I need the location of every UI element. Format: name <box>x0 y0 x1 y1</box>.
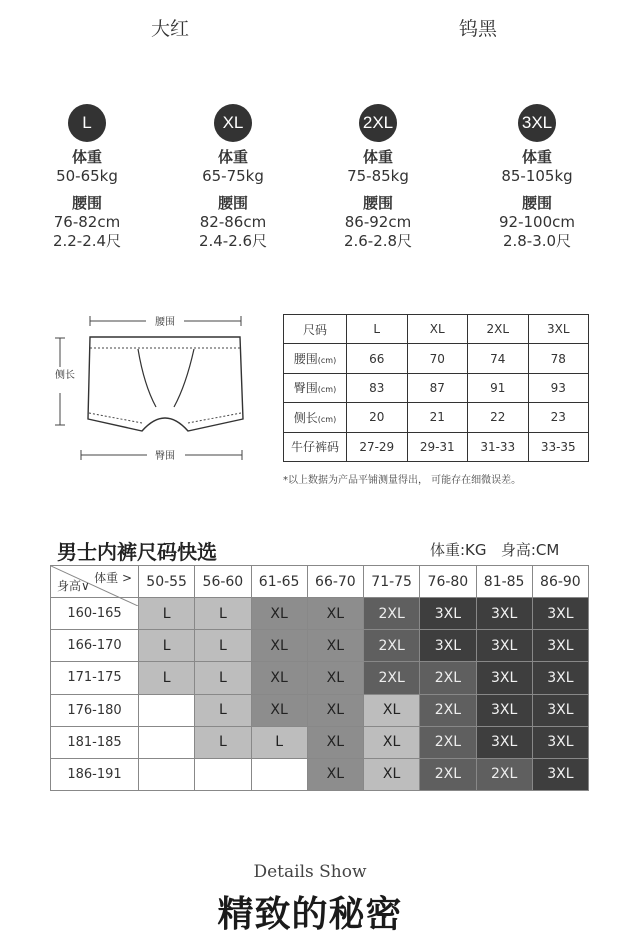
size-cell: 3XL <box>532 694 588 726</box>
weight-range: 85-105kg <box>501 167 573 185</box>
spec-row-label: 侧长(cm) <box>284 403 347 432</box>
height-header: 166-170 <box>51 630 139 662</box>
size-cell <box>139 694 195 726</box>
waist-cm: 92-100cm <box>499 213 575 231</box>
waist-cm: 82-86cm <box>199 213 267 231</box>
waist-measure-label: 腰围 <box>155 317 175 328</box>
size-cell: 2XL <box>364 598 420 630</box>
size-column-3xl <box>472 104 602 251</box>
measurement-note: *以上数据为产品平铺测量得出， 可能存在细微误差。 <box>283 475 522 486</box>
weight-header: 66-70 <box>307 566 363 598</box>
size-cell: L <box>195 630 251 662</box>
spec-header-cell: 尺码 <box>284 315 347 344</box>
quick-select-header-row <box>51 566 589 598</box>
weight-label: 体重 <box>521 148 552 166</box>
size-cell: XL <box>251 598 307 630</box>
size-cell: L <box>195 726 251 758</box>
size-cell: 3XL <box>420 598 476 630</box>
spec-cell: 27-29 <box>347 432 408 461</box>
size-column-2xl <box>313 104 443 251</box>
waist-chi: 2.6-2.8尺 <box>343 232 413 250</box>
quick-select-row <box>51 694 589 726</box>
weight-header: 71-75 <box>364 566 420 598</box>
details-subtitle: Details Show <box>253 862 367 882</box>
size-cell: 2XL <box>420 694 476 726</box>
size-badge: 2XL <box>359 104 397 142</box>
size-cell <box>195 758 251 790</box>
spec-header-cell: XL <box>407 315 468 344</box>
waist-cm: 86-92cm <box>344 213 412 231</box>
spec-cell: 93 <box>528 373 589 402</box>
underwear-diagram <box>48 305 248 470</box>
weight-header: 50-55 <box>139 566 195 598</box>
corner-cell <box>51 566 139 598</box>
size-cell: XL <box>307 694 363 726</box>
weight-range: 65-75kg <box>202 167 264 185</box>
size-cell: L <box>251 726 307 758</box>
waist-label: 腰围 <box>362 194 393 212</box>
size-cell: 2XL <box>364 630 420 662</box>
spec-row <box>284 403 589 432</box>
size-column-l <box>22 104 152 251</box>
spec-cell: 29-31 <box>407 432 468 461</box>
spec-cell: 31-33 <box>468 432 529 461</box>
size-cell: 2XL <box>364 662 420 694</box>
weight-header: 76-80 <box>420 566 476 598</box>
waist-label: 腰围 <box>71 194 102 212</box>
quick-select-title: 男士内裤尺码快选 <box>57 540 217 564</box>
quick-select-row <box>51 630 589 662</box>
weight-header: 56-60 <box>195 566 251 598</box>
size-cell: 3XL <box>532 630 588 662</box>
size-cell: 3XL <box>476 630 532 662</box>
corner-weight-label: 体重 > <box>94 571 132 585</box>
waist-chi: 2.2-2.4尺 <box>52 232 122 250</box>
size-cell: XL <box>251 630 307 662</box>
color-label-red: 大红 <box>150 18 189 40</box>
corner-height-label: 身高∨ <box>57 579 90 594</box>
weight-label: 体重 <box>71 148 102 166</box>
size-cell: 2XL <box>420 758 476 790</box>
size-cell: XL <box>307 726 363 758</box>
spec-header-cell: 2XL <box>468 315 529 344</box>
spec-cell: 78 <box>528 344 589 373</box>
size-cell: XL <box>251 694 307 726</box>
spec-header-cell: 3XL <box>528 315 589 344</box>
spec-cell: 20 <box>347 403 408 432</box>
size-cell: XL <box>364 758 420 790</box>
size-cell: 3XL <box>532 598 588 630</box>
size-cell: XL <box>364 694 420 726</box>
spec-cell: 22 <box>468 403 529 432</box>
waist-label: 腰围 <box>217 194 248 212</box>
size-cell: L <box>195 662 251 694</box>
spec-row-label: 牛仔裤码 <box>284 432 347 461</box>
side-measure-label: 侧长 <box>55 370 75 381</box>
spec-cell: 83 <box>347 373 408 402</box>
size-badge: L <box>68 104 106 142</box>
size-spec-table <box>283 314 589 462</box>
size-cell: XL <box>307 758 363 790</box>
size-cell: L <box>139 630 195 662</box>
weight-label: 体重 <box>362 148 393 166</box>
quick-select-row <box>51 662 589 694</box>
spec-row <box>284 432 589 461</box>
size-cell: XL <box>251 662 307 694</box>
size-cell <box>139 758 195 790</box>
spec-cell: 74 <box>468 344 529 373</box>
hip-measure-label: 臀围 <box>155 451 175 462</box>
spec-row-label: 腰围(cm) <box>284 344 347 373</box>
size-cell: 2XL <box>476 758 532 790</box>
height-header: 176-180 <box>51 694 139 726</box>
quick-select-row <box>51 726 589 758</box>
size-cell: 3XL <box>476 598 532 630</box>
weight-header: 81-85 <box>476 566 532 598</box>
height-header: 186-191 <box>51 758 139 790</box>
size-cell <box>251 758 307 790</box>
details-title: 精致的秘密 <box>217 893 403 935</box>
size-cell: 3XL <box>532 758 588 790</box>
size-column-xl <box>168 104 298 251</box>
waist-chi: 2.4-2.6尺 <box>198 232 268 250</box>
weight-range: 75-85kg <box>347 167 409 185</box>
spec-cell: 33-35 <box>528 432 589 461</box>
size-cell: 3XL <box>532 726 588 758</box>
spec-cell: 91 <box>468 373 529 402</box>
spec-row-label: 臀围(cm) <box>284 373 347 402</box>
quick-select-row <box>51 758 589 790</box>
quick-select-units: 体重:KG 身高:CM <box>430 541 560 559</box>
size-badge: 3XL <box>518 104 556 142</box>
waist-label: 腰围 <box>521 194 552 212</box>
spec-cell: 87 <box>407 373 468 402</box>
size-cell: 2XL <box>420 662 476 694</box>
size-cell: 3XL <box>532 662 588 694</box>
size-cell <box>139 726 195 758</box>
size-cell: 3XL <box>476 694 532 726</box>
size-cell: XL <box>307 630 363 662</box>
size-cell: L <box>139 662 195 694</box>
size-cell: XL <box>307 662 363 694</box>
size-cell: L <box>139 598 195 630</box>
spec-row <box>284 373 589 402</box>
weight-range: 50-65kg <box>56 167 118 185</box>
size-cell: L <box>195 598 251 630</box>
height-header: 171-175 <box>51 662 139 694</box>
size-cell: 2XL <box>420 726 476 758</box>
height-header: 160-165 <box>51 598 139 630</box>
size-cell: 3XL <box>476 662 532 694</box>
color-label-black: 钨黑 <box>458 18 497 40</box>
weight-header: 86-90 <box>532 566 588 598</box>
size-cell: 3XL <box>476 726 532 758</box>
size-cell: 3XL <box>420 630 476 662</box>
quick-select-table <box>50 565 589 791</box>
weight-label: 体重 <box>217 148 248 166</box>
size-cell: XL <box>364 726 420 758</box>
size-cell: L <box>195 694 251 726</box>
size-badge: XL <box>214 104 252 142</box>
spec-header-row <box>284 315 589 344</box>
spec-cell: 66 <box>347 344 408 373</box>
waist-cm: 76-82cm <box>53 213 121 231</box>
waist-chi: 2.8-3.0尺 <box>502 232 572 250</box>
spec-cell: 23 <box>528 403 589 432</box>
spec-row <box>284 344 589 373</box>
spec-cell: 21 <box>407 403 468 432</box>
spec-header-cell: L <box>347 315 408 344</box>
spec-cell: 70 <box>407 344 468 373</box>
weight-header: 61-65 <box>251 566 307 598</box>
height-header: 181-185 <box>51 726 139 758</box>
size-cell: XL <box>307 598 363 630</box>
